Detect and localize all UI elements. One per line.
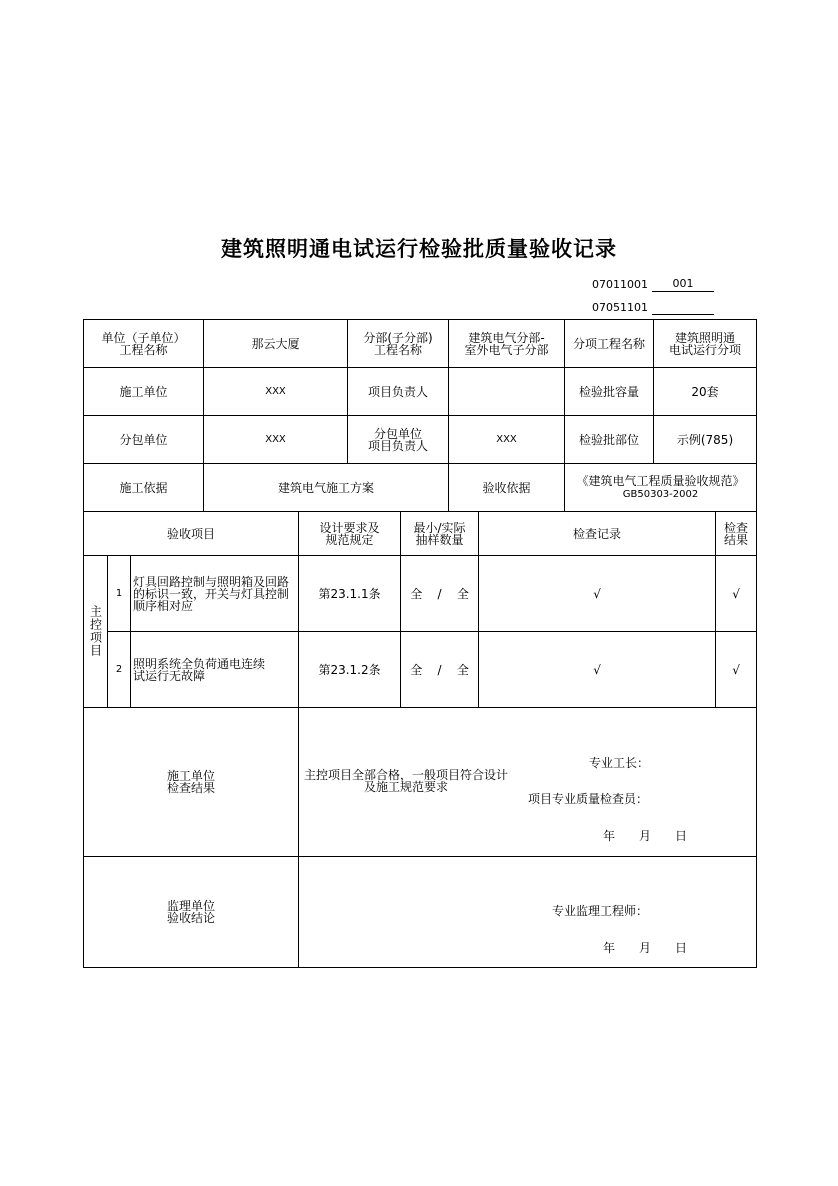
batch-code-1-suffix: 001: [652, 277, 714, 292]
acceptance-basis-value: 《建筑电气工程质量验收规范》 GB50303-2002: [565, 464, 757, 512]
row-number: 2: [108, 632, 131, 708]
batch-capacity-label: 检验批容量: [565, 368, 654, 416]
acceptance-basis-label: 验收依据: [449, 464, 565, 512]
subcontractor-label: 分包单位: [84, 416, 204, 464]
construction-check-row: [84, 708, 757, 857]
subitem-name-label: 分项工程名称: [565, 320, 654, 368]
item-description: 灯具回路控制与照明箱及回路 的标识一致，开关与灯具控制 顺序相对应: [131, 556, 299, 632]
table-row: [84, 556, 757, 632]
batch-code-2: 07051101: [592, 301, 648, 314]
construction-check-content: [299, 708, 757, 857]
supervision-content: [299, 857, 757, 968]
check-record: √: [479, 632, 716, 708]
page-title: 建筑照明通电试运行检验批质量验收记录: [221, 236, 617, 261]
batch-capacity-value: 20套: [654, 368, 757, 416]
unit-name-label: 单位（子单位） 工程名称: [84, 320, 204, 368]
col-header-result: 检查 结果: [716, 512, 757, 556]
date-year: 年: [603, 941, 616, 955]
row-number: 1: [108, 556, 131, 632]
construction-check-label: 施工单位 检查结果: [84, 708, 299, 857]
check-result: √: [716, 556, 757, 632]
construction-basis-label: 施工依据: [84, 464, 204, 512]
item-description: 照明系统全负荷通电连续 试运行无故障: [131, 632, 299, 708]
subitem-name-value: 建筑照明通 电试运行分项: [654, 320, 757, 368]
date-year: 年: [603, 829, 616, 843]
subcontractor-value: XXX: [204, 416, 348, 464]
supervising-engineer-signature-label: 专业监理工程师：: [552, 904, 649, 918]
col-header-design: 设计要求及 规范规定: [299, 512, 401, 556]
sample-count: 全 / 全: [401, 556, 479, 632]
main-control-group-label: 主控项目: [84, 556, 108, 708]
unit-name-value: 那云大厦: [204, 320, 348, 368]
batch-part-label: 检验批部位: [565, 416, 654, 464]
project-manager-label: 项目负责人: [348, 368, 449, 416]
batch-part-value: 示例(785): [654, 416, 757, 464]
col-header-record: 检查记录: [479, 512, 716, 556]
check-record: √: [479, 556, 716, 632]
date-month: 月: [639, 941, 652, 955]
col-header-sample: 最小/实际 抽样数量: [401, 512, 479, 556]
date-month: 月: [639, 829, 652, 843]
batch-code-1: 07011001: [592, 278, 648, 291]
quality-inspector-signature-label: 项目专业质量检查员：: [528, 792, 649, 806]
header-table: [83, 319, 757, 512]
batch-code-2-suffix: [652, 300, 714, 315]
sub-manager-value: XXX: [449, 416, 565, 464]
contractor-value: XXX: [204, 368, 348, 416]
construction-conclusion: 主控项目全部合格，一般项目符合设计 及施工规范要求: [304, 768, 509, 794]
supervision-row: [84, 857, 757, 968]
spec-clause: 第23.1.2条: [299, 632, 401, 708]
supervision-label: 监理单位 验收结论: [84, 857, 299, 968]
inspection-table: [83, 511, 757, 968]
col-header-item: 验收项目: [84, 512, 299, 556]
date-day: 日: [675, 829, 688, 843]
division-name-value: 建筑电气分部- 室外电气子分部: [449, 320, 565, 368]
date-day: 日: [675, 941, 688, 955]
spec-clause: 第23.1.1条: [299, 556, 401, 632]
project-manager-value: [449, 368, 565, 416]
construction-basis-value: 建筑电气施工方案: [204, 464, 449, 512]
sample-count: 全 / 全: [401, 632, 479, 708]
foreman-signature-label: 专业工长：: [589, 756, 650, 770]
division-name-label: 分部(子分部) 工程名称: [348, 320, 449, 368]
table-row: [84, 632, 757, 708]
sub-manager-label: 分包单位 项目负责人: [348, 416, 449, 464]
contractor-label: 施工单位: [84, 368, 204, 416]
check-result: √: [716, 632, 757, 708]
